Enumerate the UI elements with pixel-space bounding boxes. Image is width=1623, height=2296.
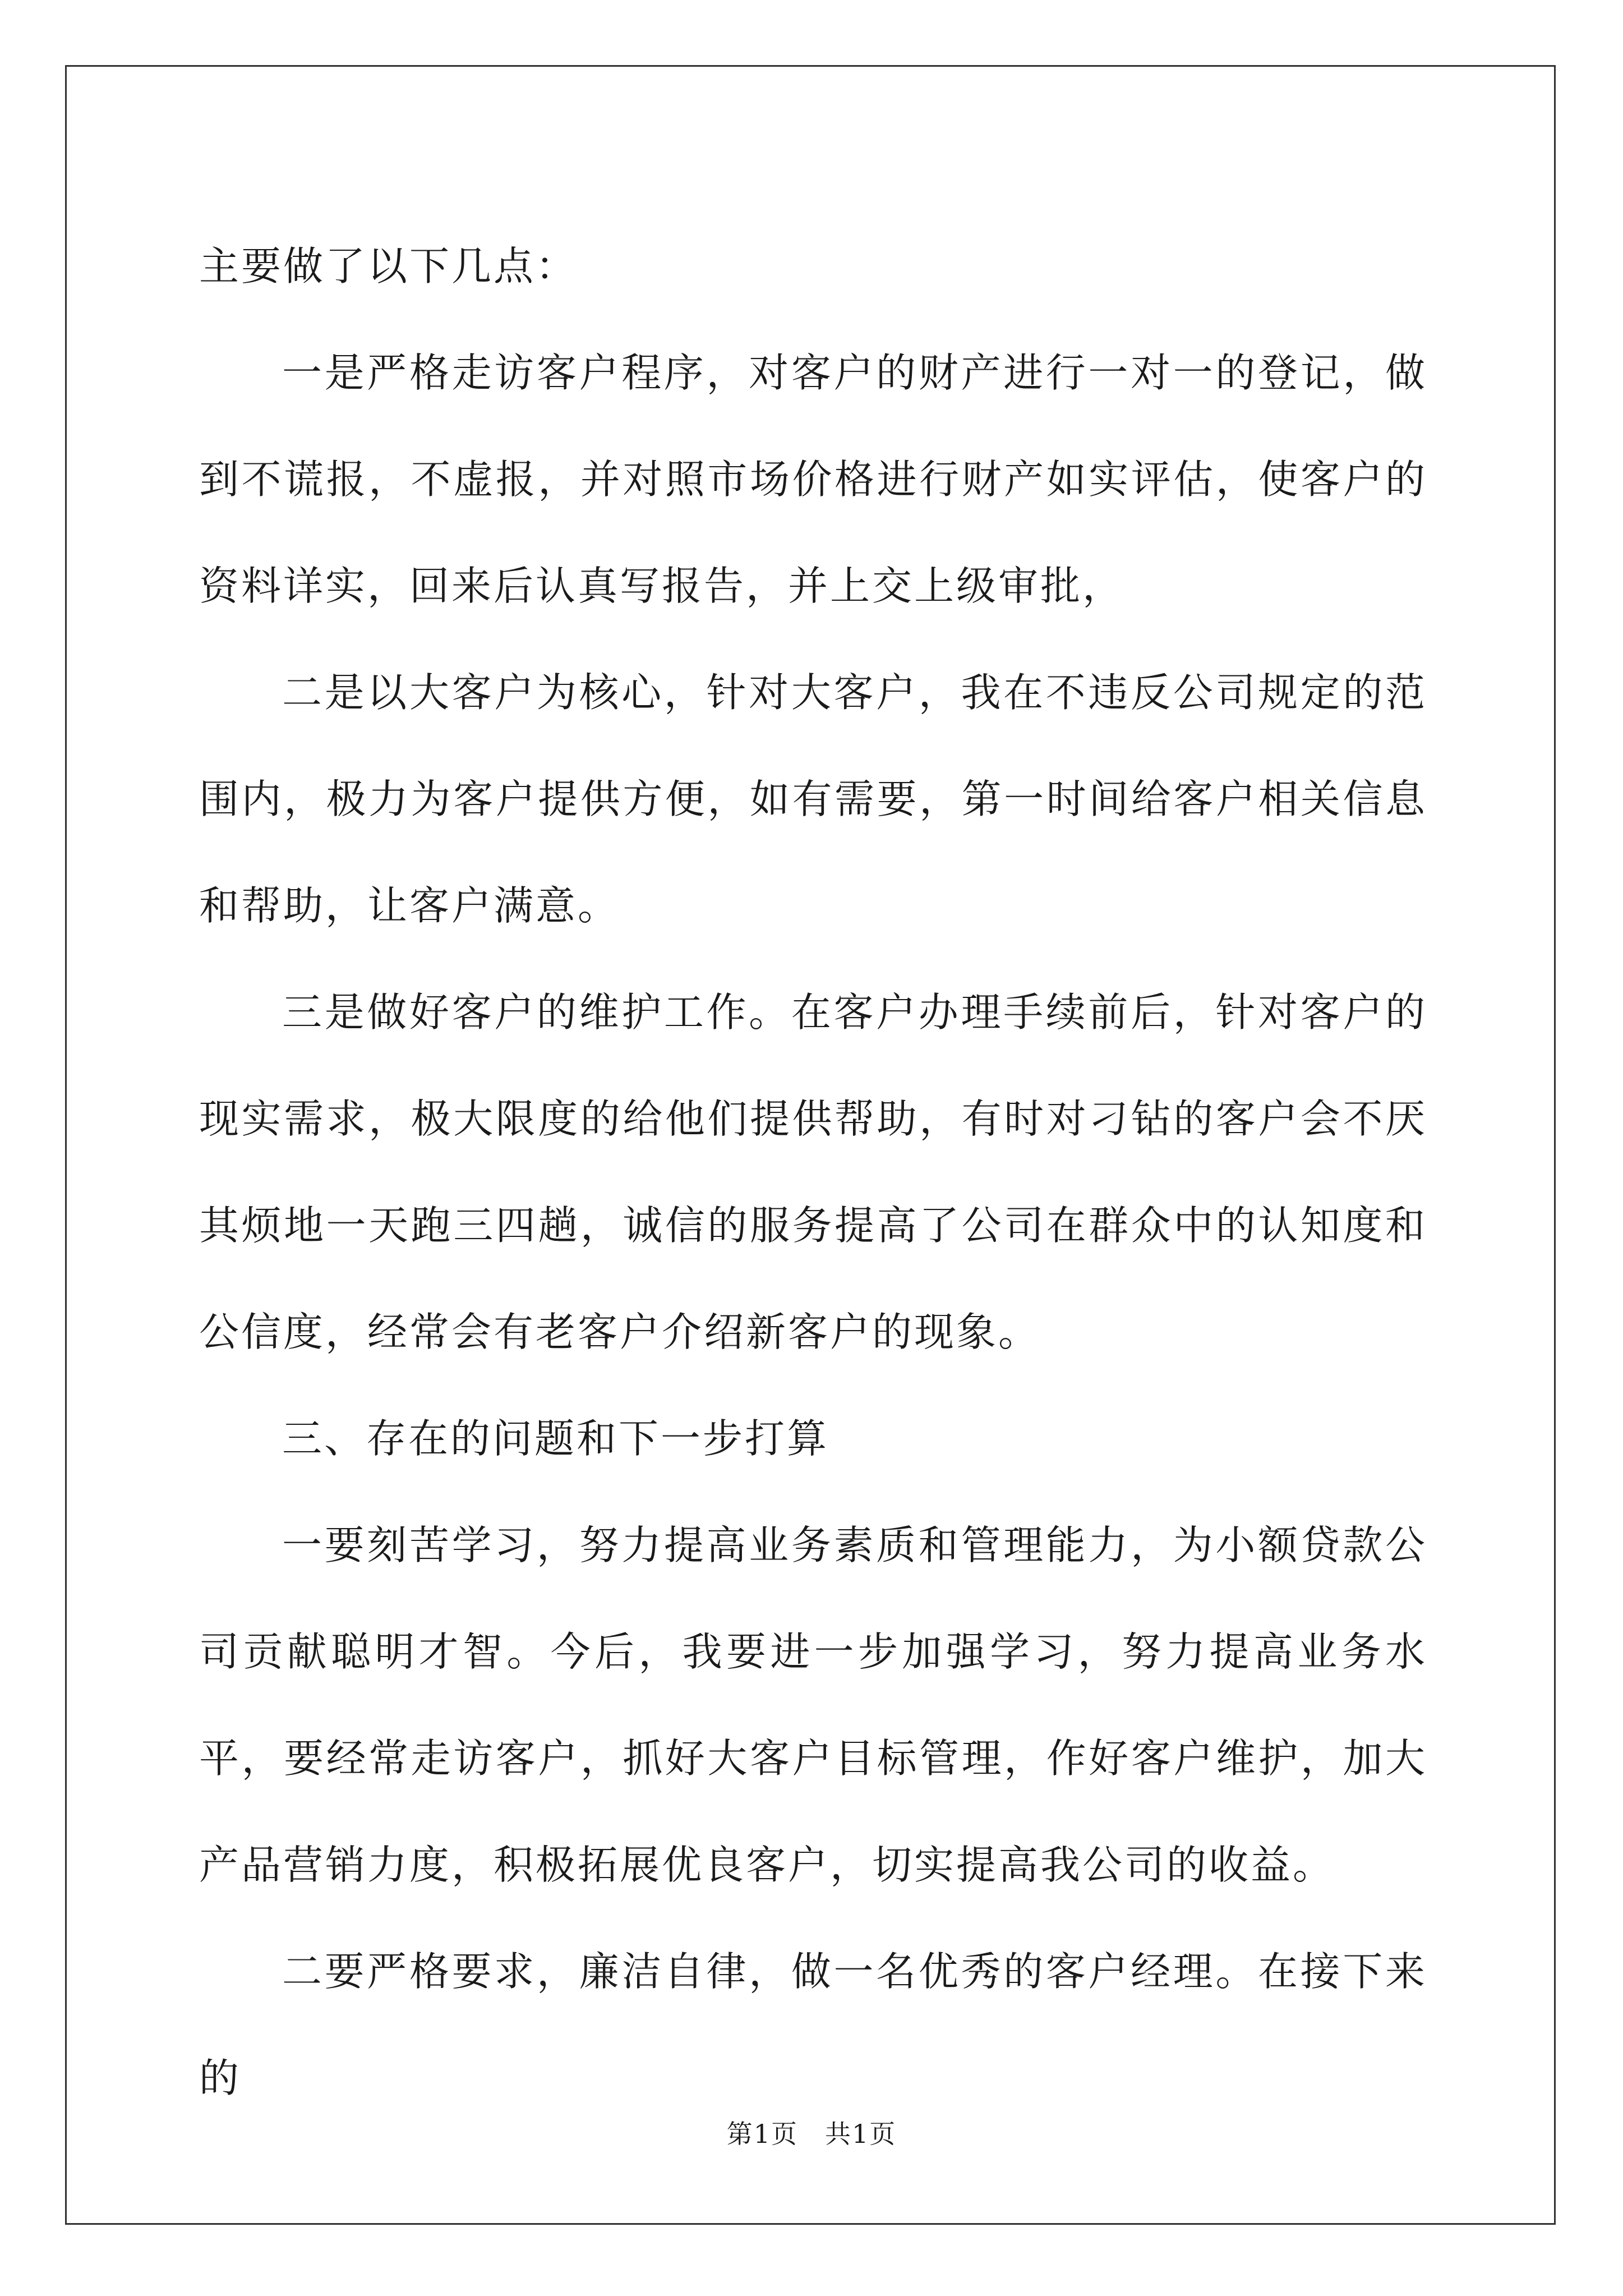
paragraph-point-2: 二是以大客户为核心，针对大客户，我在不违反公司规定的范围内，极力为客户提供方便，如有需要，第一时间给客户相关信息和帮助，让客户满意。	[199, 669, 1427, 929]
paragraph-plan-2: 二要严格要求，廉洁自律，做一名优秀的客户经理。在接下来的	[199, 1948, 1427, 2101]
paragraph-point-1: 一是严格走访客户程序，对客户的财产进行一对一的登记，做到不谎报，不虚报，并对照市场价格进行财产如实评估，使客户的资料详实，回来后认真写报告，并上交上级审批，	[199, 349, 1427, 609]
paragraph-intro: 主要做了以下几点：	[199, 243, 578, 289]
page-footer: 第1页 共1页	[726, 2119, 897, 2149]
paragraph-point-3: 三是做好客户的维护工作。在客户办理手续前后，针对客户的现实需求，极大限度的给他们提供帮助，有时对刁钻的客户会不厌其烦地一天跑三四趟，诚信的服务提高了公司在群众中的认知度和公信度，经常会有老客户介绍新客户的现象。	[199, 989, 1427, 1355]
section-heading: 三、存在的问题和下一步打算	[282, 1415, 829, 1462]
document-body	[199, 213, 1427, 2132]
paragraph-plan-1: 一要刻苦学习，努力提高业务素质和管理能力，为小额贷款公司贡献聪明才智。今后，我要进一步加强学习，努力提高业务水平，要经常走访客户，抓好大客户目标管理，作好客户维护，加大产品营销力度，积极拓展优良客户，切实提高我公司的收益。	[199, 1522, 1427, 1888]
